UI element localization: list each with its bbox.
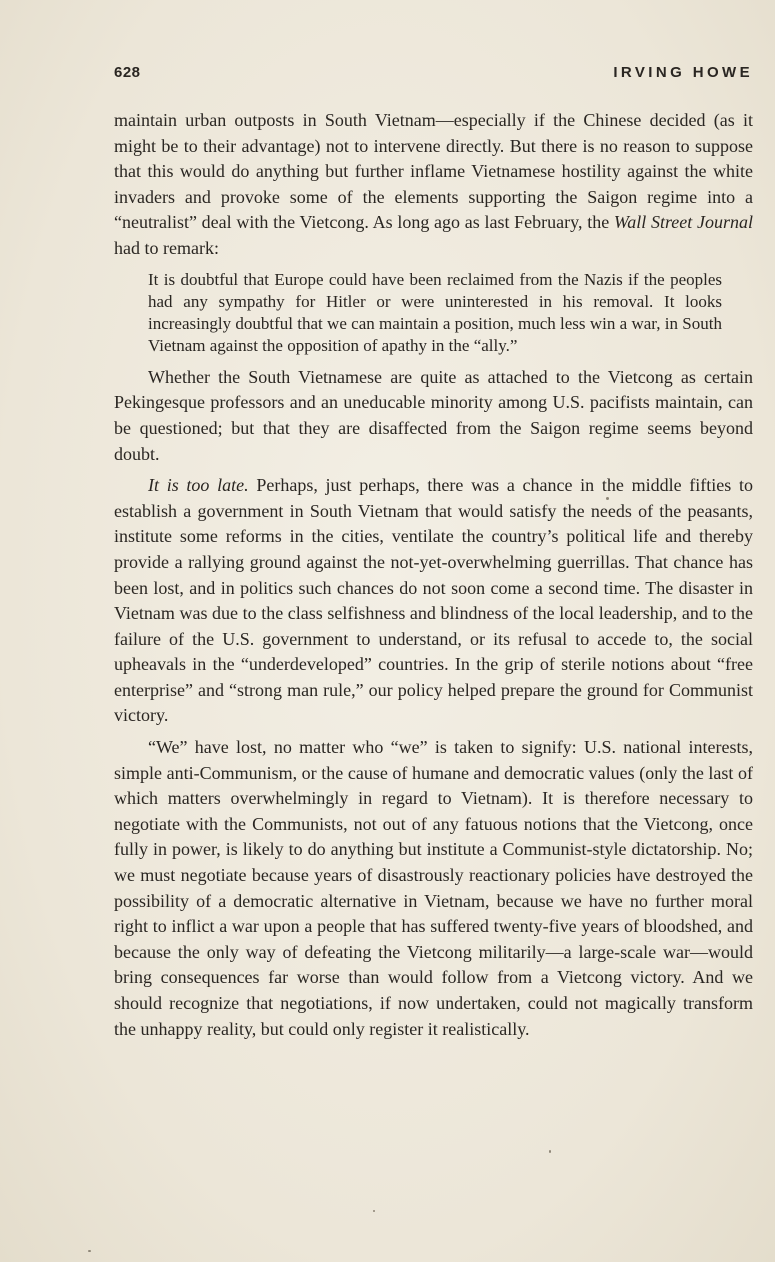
paragraph-3 bbox=[114, 473, 753, 729]
paragraph-1-text-b: had to remark: bbox=[114, 237, 219, 258]
block-quote: It is doubtful that Europe could have been reclaimed from the Nazis if the peoples had any sympathy for Hitler or were uninterested in his removal. It looks increasingly doubtful that we can maintain a position, much less win a war, in South Vietnam against the opposition of apathy in the “ally.” bbox=[148, 269, 722, 356]
newspaper-title: Wall Street Journal bbox=[613, 212, 753, 233]
section-lead-italic: It is too late. bbox=[148, 475, 249, 496]
paper-speck bbox=[606, 497, 609, 500]
paragraph-2: Whether the South Vietnamese are quite as attached to the Vietcong as certain Pekingesque professors and an uneducable minority among U.S. pacifists maintain, can be questioned; but that they are disaffected from the Saigon regime seems beyond doubt. bbox=[114, 366, 753, 464]
running-head-author: IRVING HOWE bbox=[613, 64, 753, 81]
paragraph-3-text: Perhaps, just perhaps, there was a chance in the middle fifties to establish a government in South Vietnam that would satisfy the needs of the peasants, institute some reforms in the cities, ventilate the country’s political life and thereby provide a rallying ground against the not-yet-overwhelming guerrillas. That chance has been lost, and in politics such chances do not soon come a second time. The disaster in Vietnam was due to the class selfishness and blindness of the local leadership, and to the failure of the U.S. government to understand, or its refusal to accede to, the social upheavals in the “underdeveloped” countries. In the grip of sterile notions about “free enterprise” and “strong man rule,” our policy helped prepare the ground for Communist victory. bbox=[114, 475, 753, 726]
paragraph-1 bbox=[114, 108, 753, 262]
page-header bbox=[114, 64, 753, 88]
paragraph-4: “We” have lost, no matter who “we” is taken to signify: U.S. national interests, simple anti-Communism, or the cause of humane and democratic values (only the last of which matters overwhelmingly in regard to Vietnam). It is therefore necessary to negotiate with the Communists, not out of any fatuous notions that the Vietcong, once fully in power, is likely to do anything but institute a Communist-style dictatorship. No; we must negotiate because years of disastrously reactionary policies have destroyed the possibility of a democratic alternative in Vietnam, because we have no further moral right to inflict a war upon a people that has suffered twenty-five years of bloodshed, and because the only way of defeating the Vietcong militarily—a large-scale war—would bring consequences far worse than would follow from a Vietcong victory. And we should recognize that negotiations, if now undertaken, could not magically transform the unhappy reality, but could only register it realistically. bbox=[114, 737, 753, 1039]
paper-speck bbox=[373, 1210, 375, 1212]
paper-speck bbox=[549, 1150, 551, 1153]
paragraph-1-text-a: maintain urban outposts in South Vietnam—especially if the Chinese decided (as it might be to their advantage) not to intervene directly. But there is no reason to suppose that this would do anything but further inflame Vietnamese hostility against the white invaders and provoke some of the elements supporting the Saigon regime into a “neutralist” deal with the Vietcong. As long ago as last February, the bbox=[114, 110, 753, 233]
page-number: 628 bbox=[114, 64, 141, 81]
paper-speck bbox=[88, 1250, 91, 1252]
body-text bbox=[114, 108, 753, 1042]
